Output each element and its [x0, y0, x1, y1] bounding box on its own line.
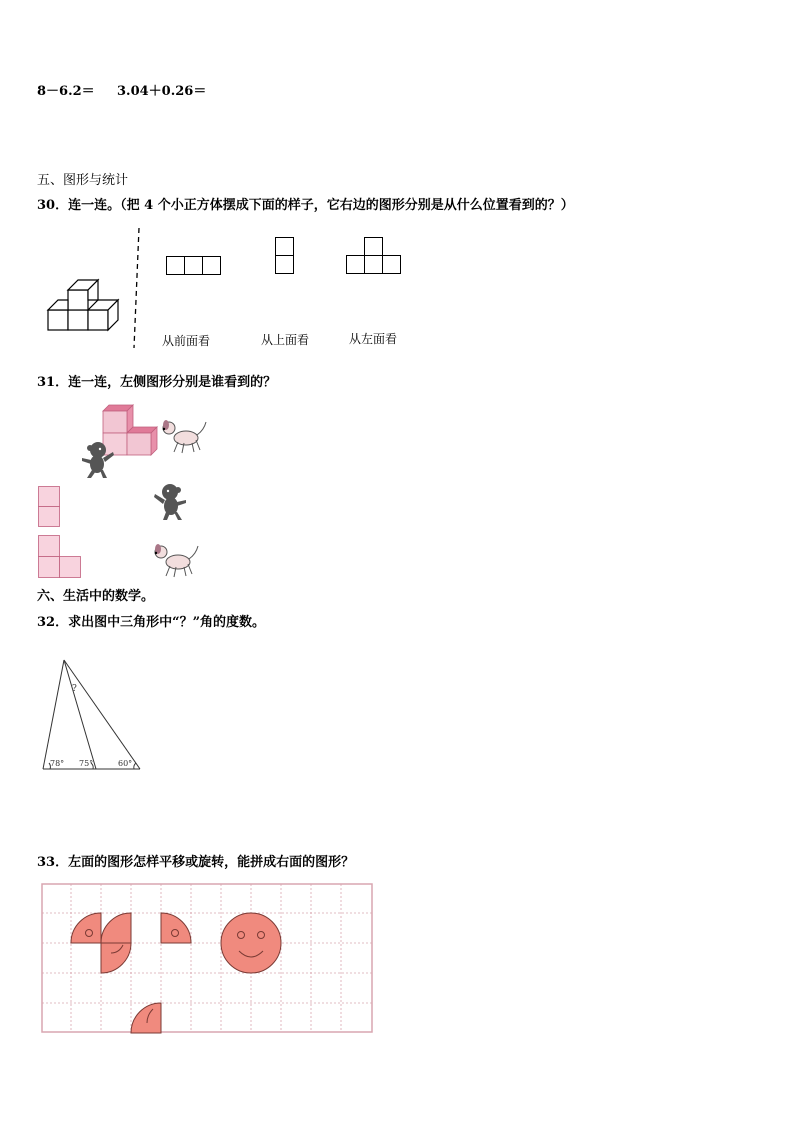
- equation-2: 3.04＋0.26＝: [117, 84, 207, 99]
- q30-text: 30．连一连。（把 4 个小正方体摆成下面的样子，它右边的图形分别是从什么位置看到的？）: [37, 198, 574, 213]
- q30-label-front: 从前面看: [162, 334, 211, 348]
- q30-label-left: 从左面看: [349, 332, 398, 346]
- q32-triangle-diagram: [40, 655, 148, 773]
- q30-cube-stack: [40, 270, 130, 334]
- q30-divider: [133, 228, 143, 350]
- q30-view-shape-2: [275, 237, 295, 275]
- angle-unknown-label: ?: [72, 684, 77, 694]
- q30-view-shape-1: [166, 256, 222, 276]
- q33-grid-figure: [41, 883, 373, 1033]
- q31-text: 31．连一连，左侧图形分别是谁看到的？: [37, 375, 277, 390]
- angle-60-label: 60°: [118, 759, 133, 768]
- q30-view-shape-3: [346, 237, 402, 275]
- q31-view-shape-1: [38, 486, 62, 528]
- monkey-icon: [78, 440, 116, 480]
- dog-icon: [160, 418, 208, 456]
- section-5-heading: 五、图形与统计: [37, 173, 129, 188]
- angle-78-label: 78°: [50, 759, 65, 768]
- equation-1: 8－6.2＝: [37, 84, 95, 99]
- section-6-heading: 六、生活中的数学。: [37, 589, 155, 604]
- angle-75-label: 75°: [79, 759, 94, 768]
- q33-text: 33．左面的图形怎样平移或旋转，能拼成右面的图形？: [37, 855, 355, 870]
- q30-label-top: 从上面看: [261, 333, 310, 347]
- q31-view-shape-2: [38, 535, 84, 579]
- monkey-icon: [152, 482, 190, 522]
- q32-text: 32．求出图中三角形中“？”角的度数。: [37, 615, 266, 630]
- dog-icon: [150, 540, 202, 580]
